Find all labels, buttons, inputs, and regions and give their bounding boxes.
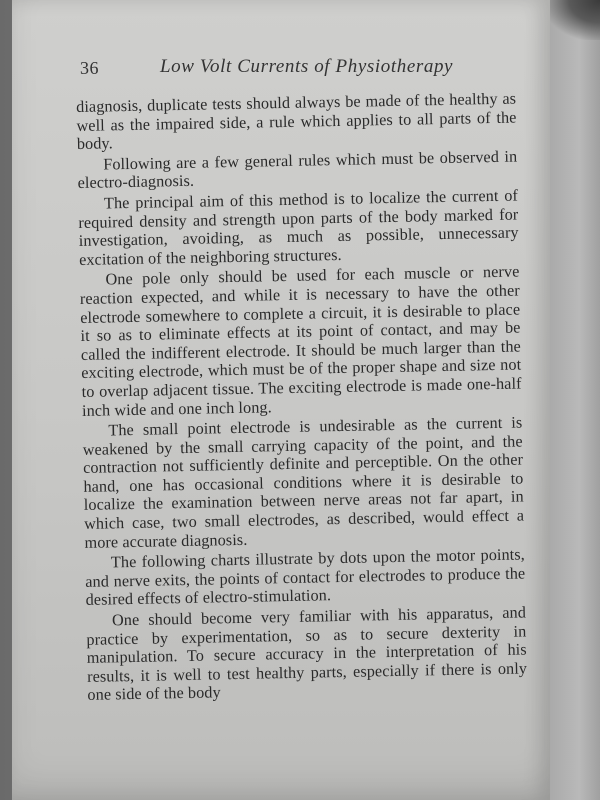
page-header xyxy=(80,56,520,82)
paragraph-1: diagnosis, duplicate tests should always be made of the healthy as well as the impaired side, a rule which applies to all parts of the body. xyxy=(76,89,517,154)
running-title: Low Volt Currents of Physiotherapy xyxy=(160,56,454,77)
adjacent-page-edge xyxy=(548,0,600,800)
page-number: 36 xyxy=(80,58,99,78)
paragraph-2: Following are a few general rules which must be observed in electro-diagnosis. xyxy=(77,147,518,193)
paragraph-7: One should become very familiar with his apparatus, and practice by experimentation, so as to secure dexterity in manipulation. To secure accuracy in the interpretation of his results, it is well to test healthy parts, especially if there is only one side of the body xyxy=(86,603,528,705)
paragraph-3: The principal aim of this method is to localize the current of required density and strength upon parts of the body marked for investigation, avoiding, as much as possible, unnecessary excitation of the neighboring structures. xyxy=(78,186,519,269)
corner-shadow xyxy=(545,0,600,40)
paragraph-5: The small point electrode is undesirable as the current is weakened by the small carrying capacity of the point, and the contraction not sufficiently definite and perceptible. On the other hand, one has occasional conditions where it is desirable to localize the examination between nerve areas not far apart, in which case, two small electrodes, as described, would effect a more accurate diagnosis. xyxy=(82,413,525,552)
paragraph-6: The following charts illustrate by dots upon the motor points, and nerve exits, the points of contact for electrodes to produce the desired effects of electro-stimulation. xyxy=(85,545,526,610)
body-text xyxy=(76,90,528,707)
paragraph-4: One pole only should be used for each muscle or nerve reaction expected, and while it is necessary to have the other electrode somewhere to complete a circuit, it is desirable to place it so as to eliminate effects at its point of contact, and may be called the indifferent electrode. It should be much larger than the exciting electrode, which must be of the proper shape and size not to overlap adjacent tissue. The exciting electrode is made one-half inch wide and one inch long. xyxy=(79,262,522,420)
